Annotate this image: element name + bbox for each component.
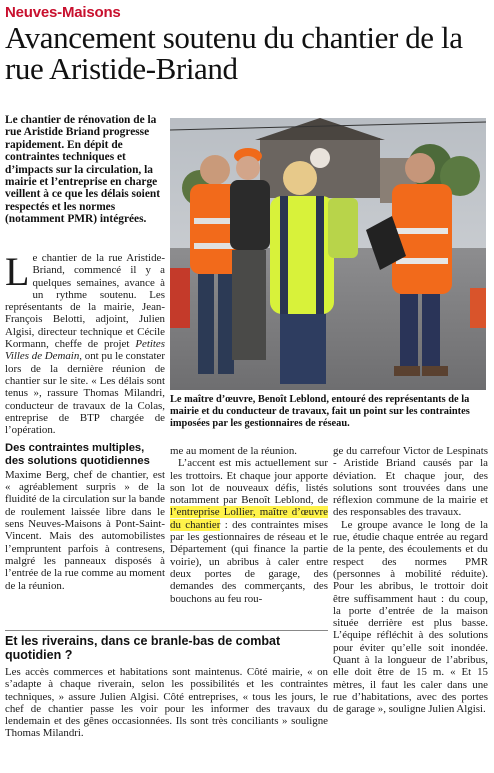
sidebar-headline: Et les riverains, dans ce branle-bas de combat quotidien ? <box>5 634 281 662</box>
construction-meeting-photo <box>170 118 486 390</box>
article-photo <box>170 118 486 390</box>
highlighted-text: l’entreprise Lollier, maître d’œuvre du chantier <box>170 506 328 531</box>
article-column-2 <box>170 445 328 605</box>
article-lede: Le chantier de rénovation de la rue Aristide Briand progresse rapidement. En dépit de contraintes techniques et d’impacts sur la circulation, la mairie et l’entreprise en charge veillent à ce que les délais soient respectés et les normes (notamment PMR) intégrées. <box>5 114 161 226</box>
paragraph-intro-italic: Petites Villes de Demain <box>5 338 165 363</box>
drop-cap: L <box>5 249 30 294</box>
paragraph-groupe: Le groupe avance le long de la rue, étudie chaque entrée au regard de la pente, des écoulements et du respect des normes PMR (personnes à mobilité réduite). Pour les abribus, le trottoir doit être suffisamment haut : du coup, la porte d’entrée de la maison située derrière est plus basse. L’équipe réfléchit à des solutions pour éviter qu’elle soit inondée. Quant à la longueur de l’abribus, elle doit être de 15 m. « Et 15 mètres, il faut les caler dans une rue d’habitations, avec des portes de garage », souligne Julien Algisi. <box>333 518 488 716</box>
sidebar-body: Les accès commerces et habitations sont maintenus. Côté mairie, « on s’adapte à chaque riverain, selon les possibilités et les contraintes techniques, » assure Julien Algisi. Côté entreprises, « tous les jours, le chef de chantier passe les voir pour les informer des travaux du lendemain et des gênes occasionnées. Ils sont très conciliants » souligne Thomas Milandri. <box>5 666 328 740</box>
article-headline: Avancement soutenu du chantier de la rue Aristide-Briand <box>5 20 463 86</box>
section-kicker: Neuves-Maisons <box>5 4 121 21</box>
photo-caption: Le maître d’œuvre, Benoît Leblond, entouré des représentants de la mairie et du conducteur de travaux, fait un point sur les contraintes imposées par les gestionnaires de réseau. <box>170 394 470 430</box>
paragraph-trottoirs <box>170 457 328 605</box>
article-column-3 <box>333 445 488 716</box>
article-column-1 <box>5 249 165 592</box>
paragraph-intro-part-a: e chantier de la rue Aristide-Briand, commencé il y a quelques semaines, avance à un rythme soutenu. Les représentants de la mairie, Jean-François Belotti, adjoint, Julien Algisi, directeur technique et Cécile Kormann, cheffe de projet <box>5 252 165 351</box>
paragraph-continuation: me au moment de la réunion. <box>170 445 298 457</box>
paragraph-carrefour: ge du carrefour Victor de Lespinats - Aristide Briand causés par la déviation. Et chaque jour, des solutions sont trouvées dans une réflexion commune de la mairie et des responsables des travaux. <box>333 445 488 519</box>
paragraph-contraintes: Maxime Berg, chef de chantier, est « agréablement surpris » de la fluidité de la circulation sur la bande de roulement laissée libre dans le sens Neuves-Maisons à Pont-Saint-Vincent. Mais des automobilistes l’empruntent parfois à contresens, malgré les panneaux disposés à l’entrée de la rue comme au moment de la réunion. <box>5 468 165 592</box>
section-subhead: Des contraintes multiples, des solutions quotidiennes <box>5 442 150 467</box>
paragraph-trottoirs-part-a: L’accent est mis actuellement sur les trottoirs. Et chaque jour apporte son lot de nouveaux défis, listés notamment par Benoît Leblond, de <box>170 457 328 507</box>
section-divider <box>5 630 328 631</box>
paragraph-intro-part-b: , ont pu le constater lors de la dernière réunion de chantier sur le site. « Les délais sont tenus », rassure Thomas Milandri, conducteur de travaux de la Colas, entreprise de BTP chargée de l’opération. <box>5 350 165 437</box>
paragraph-trottoirs-part-b: : des contraintes mises par les gestionnaires de réseau et le Département (qui finance la partie voirie), un abribus à caler entre deux portes de garage, des demandes des commerçants, des bouchons au feu rou- <box>170 518 328 605</box>
paragraph-intro <box>5 249 165 437</box>
